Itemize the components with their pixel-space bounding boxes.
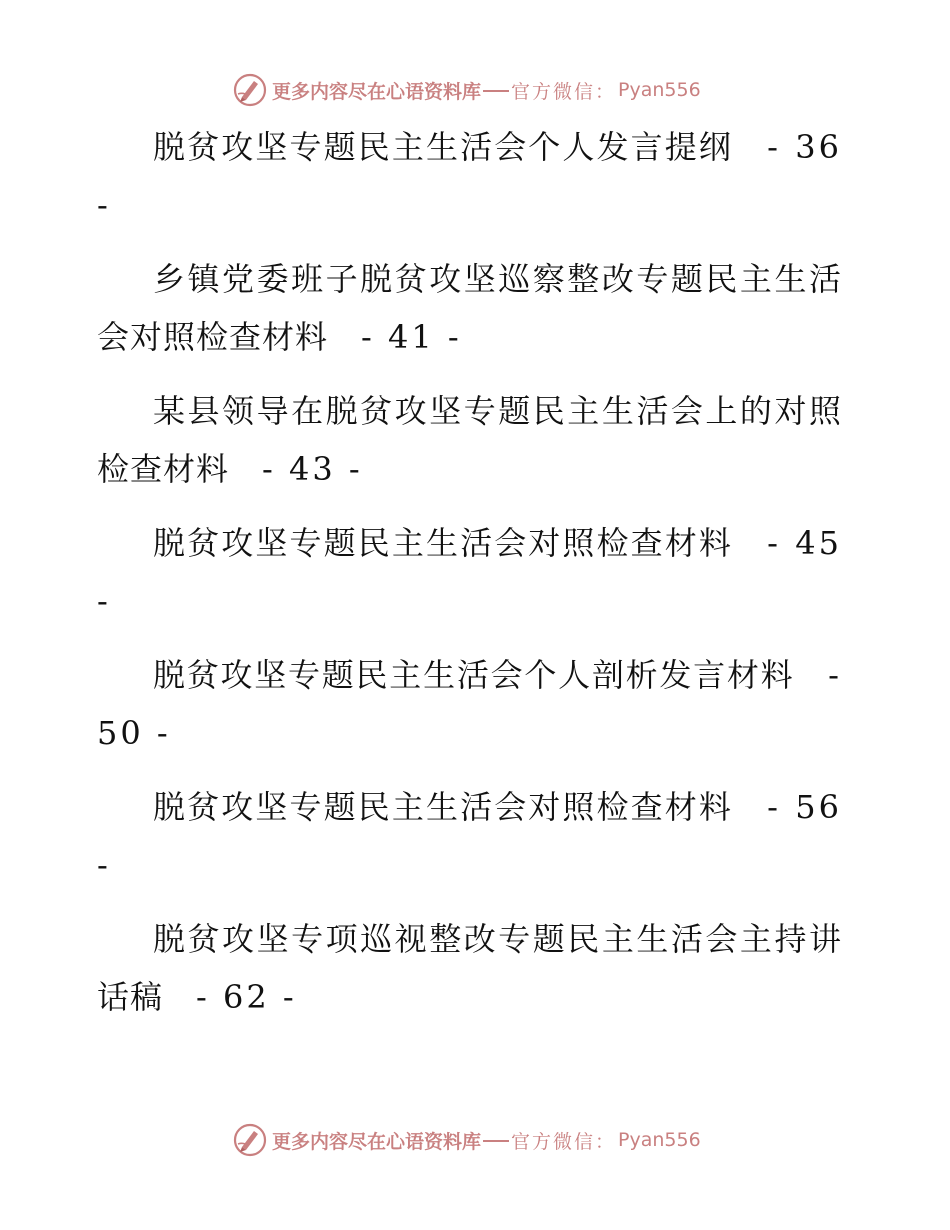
toc-entry[interactable] bbox=[97, 514, 842, 630]
toc-entry[interactable] bbox=[97, 118, 842, 234]
toc-entry[interactable] bbox=[97, 382, 842, 498]
toc-entry-page: - 50 - bbox=[97, 656, 842, 752]
toc-entry-page: - 41 - bbox=[361, 318, 462, 356]
banner-brand: 更多内容尽在心语资料库 bbox=[272, 1130, 482, 1153]
banner-wechat-label: 官方微信： bbox=[511, 1130, 617, 1153]
toc-entry-title: 脱贫攻坚专题民主生活会对照检查材料 bbox=[153, 524, 734, 562]
banner-wechat-id: Pyan556 bbox=[618, 79, 701, 101]
toc-entry-page: - 45 - bbox=[97, 524, 842, 620]
toc-entry[interactable] bbox=[97, 250, 842, 366]
banner-dash bbox=[483, 1140, 509, 1142]
banner-dash bbox=[483, 90, 509, 92]
toc-entry-page: - 36 - bbox=[97, 128, 842, 224]
toc-entry-page: - 62 - bbox=[196, 978, 297, 1016]
toc-entry-title: 脱贫攻坚专项巡视整改专题民主生活会主持讲话稿 bbox=[97, 920, 842, 1016]
banner-brand: 更多内容尽在心语资料库 bbox=[272, 80, 482, 103]
table-of-contents bbox=[97, 118, 842, 1042]
header-banner bbox=[232, 70, 712, 110]
pen-logo-icon bbox=[232, 1122, 268, 1158]
banner-wechat-label: 官方微信： bbox=[511, 80, 617, 103]
toc-entry-page: - 43 - bbox=[262, 450, 363, 488]
pen-logo-icon bbox=[232, 72, 268, 108]
footer-banner bbox=[232, 1120, 712, 1160]
toc-entry-title: 脱贫攻坚专题民主生活会个人剖析发言材料 bbox=[153, 656, 795, 694]
toc-entry[interactable] bbox=[97, 646, 842, 762]
toc-entry-title: 某县领导在脱贫攻坚专题民主生活会上的对照检查材料 bbox=[97, 392, 842, 488]
banner-wechat-id: Pyan556 bbox=[618, 1129, 701, 1151]
toc-entry-title: 乡镇党委班子脱贫攻坚巡察整改专题民主生活会对照检查材料 bbox=[97, 260, 842, 356]
toc-entry-title: 脱贫攻坚专题民主生活会个人发言提纲 bbox=[153, 128, 734, 166]
toc-entry-page: - 56 - bbox=[97, 788, 842, 884]
toc-entry[interactable] bbox=[97, 778, 842, 894]
toc-entry[interactable] bbox=[97, 910, 842, 1026]
toc-entry-title: 脱贫攻坚专题民主生活会对照检查材料 bbox=[153, 788, 734, 826]
